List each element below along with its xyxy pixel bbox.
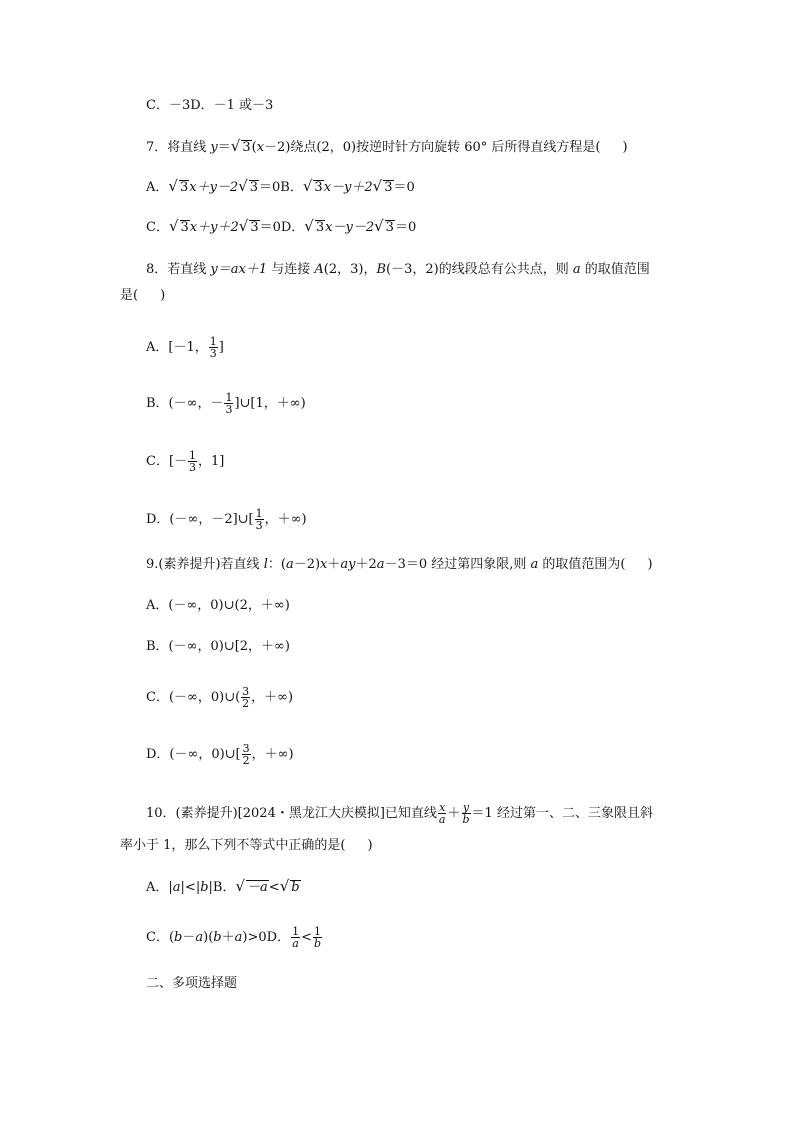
sqrt-sign: √ [304,217,314,235]
q9-t13: 的取值范围为( [538,557,626,572]
q10-t2: ＝1 经过第一、二、三象限且斜 [471,806,653,821]
q10-c-m1: － [182,930,196,945]
q10-b-sqrt1: －a [247,880,268,895]
q10-t1: 10．(素养提升)[2024・黑龙江大庆模拟]已知直线 [146,806,437,821]
q8-option-c [146,450,224,473]
q7-a-sqrt2: 3 [249,180,259,195]
q8-a-den: 3 [209,347,217,360]
fraction [241,686,250,709]
q9-a-text: A．(－∞，0)∪(2，＋∞) [146,598,290,613]
q8-b-num: 1 [225,391,233,404]
sqrt-sign: √ [374,217,384,235]
q10-stem-line2 [120,836,373,856]
q7-minus2: －2) [264,140,291,155]
q9-t10: a [376,557,385,572]
q8-b-den: 3 [225,403,233,416]
sqrt-sign: √ [230,137,241,155]
q7-a-label: A． [146,180,169,195]
q10-f1-den: a [438,813,446,826]
q9-t8: ay [340,557,356,572]
q8-t8: a [572,262,581,277]
q10-line2: 率小于 1，那么下列不等式中正确的是( [120,838,346,853]
q10-options-ab [146,876,301,898]
q8-t5: (2，3)， [323,262,377,277]
q9-option-b [146,637,290,657]
q10-c-a1: a [195,930,204,945]
sqrt-sign: √ [279,877,290,895]
q6-option-c [146,96,273,116]
q8-t6: B [376,262,387,277]
q8-line2: 是( [120,288,139,303]
sqrt-sign: √ [235,877,246,895]
q9-t11: －3＝0 经过第四象限,则 [384,557,531,572]
q8-a-num: 1 [209,335,217,348]
q9-d-num: 3 [242,742,250,755]
q7-prefix: 7．将直线 [146,140,211,155]
q8-b-post: ]∪[1，＋∞) [234,396,306,411]
q8-a-post: ] [218,340,224,355]
q7-b-p4: ＝0 [393,180,415,195]
q8-c-post: ，1] [198,454,225,469]
q10-d-num1: 1 [292,925,300,938]
q9-t12: a [530,557,539,572]
q10-close: ) [367,838,373,853]
q6-option-c-text: C．－3D．－1 或－3 [146,98,274,113]
q9-t6: x [320,557,328,572]
fraction [291,926,300,949]
fraction [462,802,471,825]
q9-c-num: 3 [242,685,250,698]
q9-d-den: 2 [242,754,250,767]
q8-d-den: 3 [255,519,263,532]
q10-c-m2: )( [203,930,214,945]
q8-d-pre: D．(－∞，－2]∪[ [146,512,254,527]
q7-b-p3: x－y＋2 [323,180,373,195]
sqrt-sign: √ [238,177,248,195]
sqrt-sign: √ [168,217,179,235]
sqrt-sign: √ [168,177,178,195]
q10-c-post: )>0D． [242,930,291,945]
q8-a-pre: A．[－1， [146,340,208,355]
q10-d-lt: < [301,930,312,945]
q9-t5: －2) [293,557,321,572]
q10-d-den1: a [292,937,299,950]
q8-option-d [146,508,307,531]
sqrt-sign: √ [238,217,249,235]
q9-stem [146,555,653,575]
q8-t1: 8．若直线 [146,262,211,277]
q10-c-a2: a [234,930,243,945]
q10-f2-num: y [462,801,470,814]
q7-c-sqrt: 3 [180,220,189,235]
fraction [313,926,322,949]
q9-t9: ＋2 [355,557,377,572]
q7-c-label: C． [146,220,169,235]
fraction [209,336,218,359]
q10-c-b1: b [174,930,183,945]
q9-option-a [146,596,290,616]
q9-option-d [146,743,294,766]
q9-option-c [146,686,293,709]
q7-d-sqrt: 3 [315,220,325,235]
q9-t1: 9.(素养提升)若直线 [146,557,264,572]
q8-d-num: 1 [255,507,263,520]
q7-a-p1: x＋y－2 [189,180,239,195]
q7-eq: ＝ [217,140,231,155]
q7-x: x [256,140,265,155]
q8-option-a [146,336,224,359]
q8-d-post: ，＋∞) [264,512,307,527]
q9-d-pre: D．(－∞，0)∪[ [146,747,241,762]
q10-b-sqrt2: b [291,880,300,895]
q9-c-post: ，＋∞) [251,690,294,705]
q10-c-m3: ＋ [221,930,235,945]
q9-b-text: B．(－∞，0)∪[2，＋∞) [146,639,290,654]
q10-d-den2: b [313,937,322,950]
q8-stem-line2 [120,286,165,306]
q7-y: y [210,140,218,155]
q8-t7: (－3，2)的线段总有公共点，则 [386,262,573,277]
q9-c-pre: C．(－∞，0)∪( [146,690,241,705]
q7-options-ab [146,176,415,198]
sqrt-sign: √ [302,177,313,195]
q9-t2: l [263,557,268,572]
q10-stem-line1 [146,802,653,825]
section-title-text: 二、多项选择题 [146,976,238,991]
fraction [188,450,197,473]
q10-f1-num: x [439,801,446,814]
q7-paren: ( [251,140,257,155]
q7-b-sqrt: 3 [314,180,323,195]
q10-b-lt: < [268,880,280,895]
q9-d-post: ，＋∞) [251,747,294,762]
q10-f2-den: b [462,813,470,826]
q7-sqrt3: 3 [242,140,251,155]
q7-c-p2: ＝0D． [259,220,305,235]
q10-c-pre: C．( [146,930,175,945]
sqrt-sign: √ [372,177,383,195]
fraction [255,508,264,531]
q7-rest: 绕点(2，0)按逆时针方向旋转 60° 后所得直线方程是( [290,140,601,155]
q10-a-a: a [172,880,181,895]
fraction [438,802,447,825]
q8-b-pre: B．(－∞，－ [146,396,224,411]
q8-close: ) [160,288,166,303]
q10-plus: ＋ [447,806,461,821]
q8-t3: 与连接 [267,262,315,277]
q9-c-den: 2 [242,697,250,710]
q9-close: ) [647,557,653,572]
q8-c-num: 1 [189,449,197,462]
q10-a-mid: |<| [180,880,201,895]
q9-t4: a [285,557,294,572]
q8-stem-line1 [146,260,650,280]
q7-stem [146,136,628,158]
q7-b-sqrt2: 3 [384,180,393,195]
section-title [146,974,237,994]
q10-options-cd [146,926,323,949]
q7-a-p2: ＝0B． [259,180,303,195]
q7-d-sqrt2: 3 [385,220,394,235]
q8-t2: y＝ax＋1 [210,262,268,277]
q10-a-b: b [200,880,209,895]
q7-close: ) [622,140,628,155]
q7-c-sqrt2: 3 [250,220,259,235]
q7-c-p1: x＋y＋2 [189,220,239,235]
q8-c-den: 3 [189,461,197,474]
q10-a-pre: A．| [146,880,173,895]
q9-t7: ＋ [327,557,341,572]
q8-option-b [146,392,306,415]
q8-t9: 的取值范围 [580,262,650,277]
q9-t3: ：( [267,557,286,572]
q10-d-num2: 1 [314,925,321,938]
q7-d-p3: x－y－2 [325,220,375,235]
fraction [224,392,233,415]
q7-a-sqrt: 3 [179,180,189,195]
q8-t4: A [314,262,324,277]
q7-d-p4: ＝0 [394,220,417,235]
fraction [242,743,251,766]
q8-c-pre: C．[－ [146,454,188,469]
q10-a-post: |B． [208,880,236,895]
q7-options-cd [146,216,416,238]
q10-c-b2: b [213,930,222,945]
